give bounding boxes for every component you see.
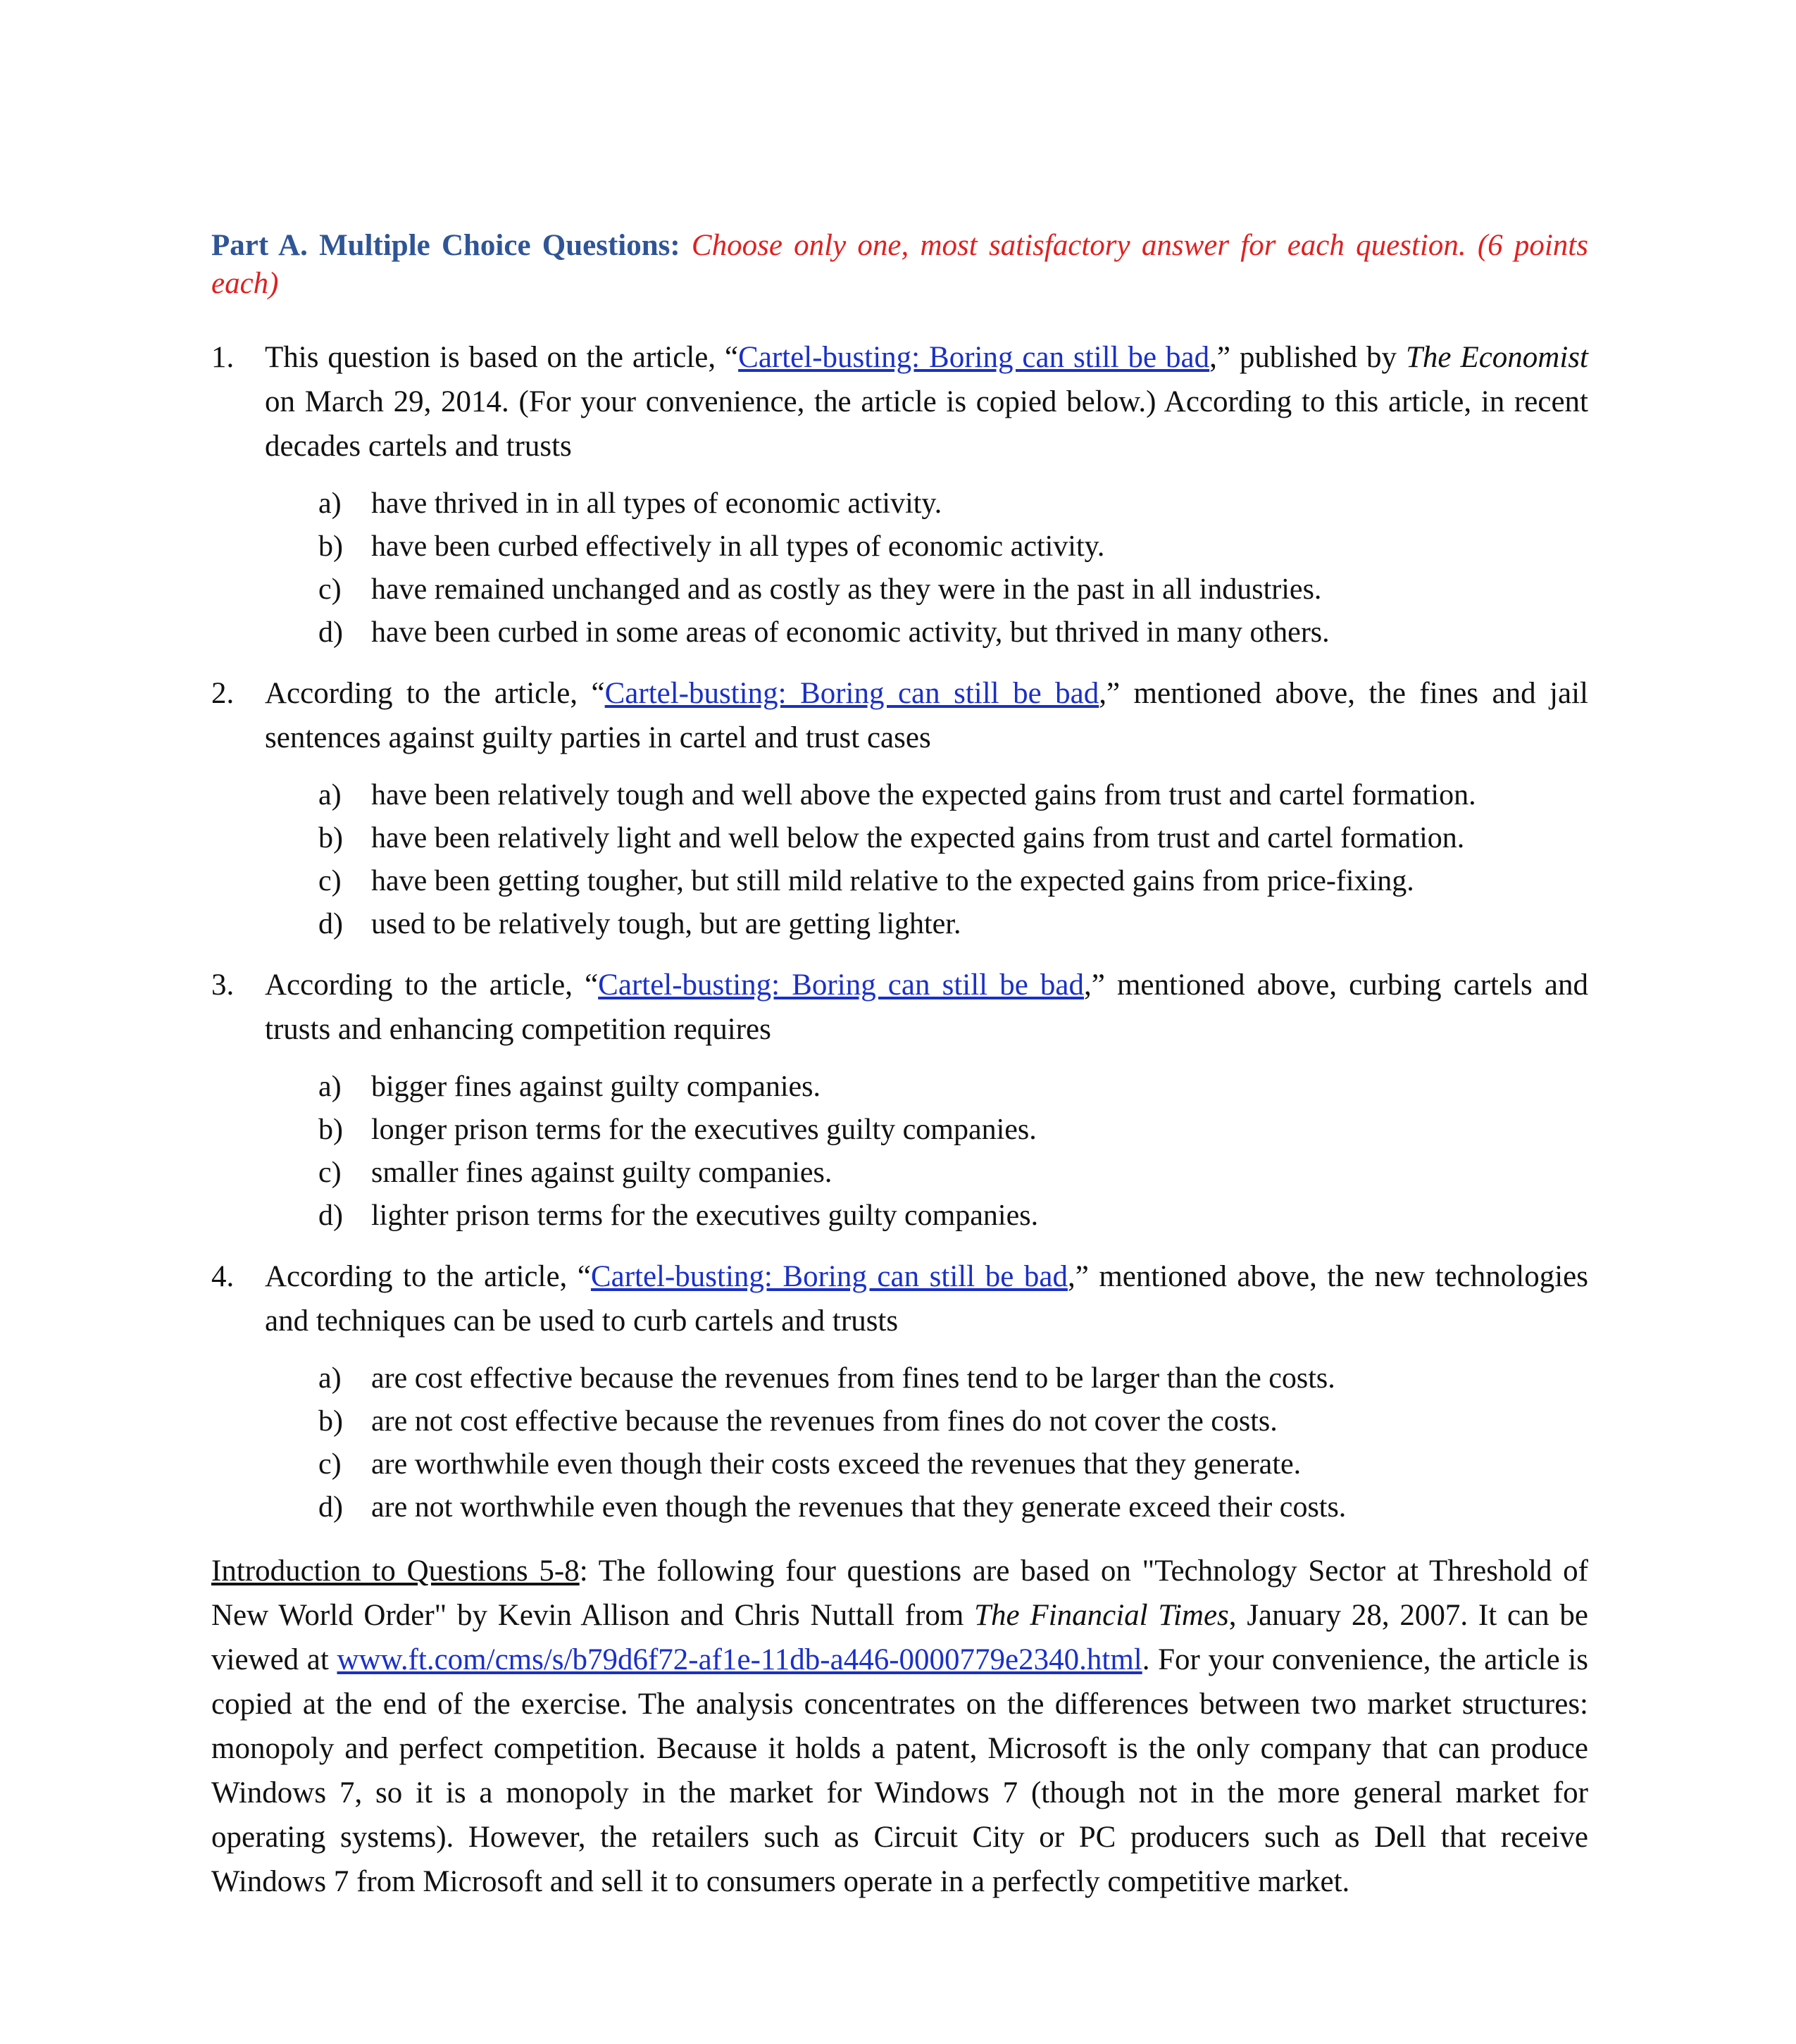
option-letter: a) — [318, 1071, 342, 1103]
option-letter: c) — [318, 1448, 342, 1481]
answer-option-c[interactable] — [318, 568, 1588, 611]
stem-text: According to the article, “ — [265, 1260, 591, 1293]
option-text: have been relatively tough and well above the expected gains from trust and cartel formation. — [371, 779, 1476, 811]
article-link[interactable]: Cartel-busting: Boring can still be bad — [604, 677, 1099, 710]
option-letter: b) — [318, 1405, 343, 1438]
answer-options — [265, 482, 1588, 654]
question-stem — [265, 1254, 1588, 1343]
article-url-link[interactable]: www.ft.com/cms/s/b79d6f72-af1e-11db-a446-0000779e2340.html — [337, 1643, 1142, 1676]
option-letter: b) — [318, 822, 343, 854]
option-text: have thrived in in all types of economic activity. — [371, 487, 942, 520]
option-letter: c) — [318, 573, 342, 606]
answer-options — [265, 1357, 1588, 1529]
question-number: 1. — [211, 341, 235, 374]
answer-option-a[interactable] — [318, 774, 1588, 817]
question-3 — [211, 963, 1588, 1238]
option-text: are not worthwhile even though the revenues that they generate exceed their costs. — [371, 1491, 1347, 1523]
intro-label: Introduction to Questions 5-8 — [211, 1554, 580, 1588]
answer-option-c[interactable] — [318, 1152, 1588, 1195]
option-letter: d) — [318, 1491, 343, 1523]
intro-paragraph — [211, 1549, 1588, 1904]
stem-text: ,” mentioned above, the new technologies and techniques can be used to curb cartels and trusts — [265, 1260, 1588, 1338]
answer-option-a[interactable] — [318, 1357, 1588, 1400]
answer-option-b[interactable] — [318, 1109, 1588, 1152]
option-text: lighter prison terms for the executives guilty companies. — [371, 1199, 1039, 1232]
part-label: Part A. Multiple Choice Questions: — [211, 229, 680, 262]
option-letter: a) — [318, 487, 342, 520]
option-letter: b) — [318, 1114, 343, 1146]
publication-name: The Economist — [1406, 341, 1588, 374]
stem-text: According to the article, “ — [265, 677, 605, 710]
question-4 — [211, 1254, 1588, 1529]
option-text: smaller fines against guilty companies. — [371, 1157, 832, 1189]
option-letter: b) — [318, 530, 343, 563]
stem-text: According to the article, “ — [265, 968, 599, 1002]
answer-options — [265, 774, 1588, 946]
answer-option-a[interactable] — [318, 1066, 1588, 1109]
option-letter: d) — [318, 908, 343, 940]
stem-text: ,” published by — [1209, 341, 1407, 374]
instruction-text: Choose only one, most satisfactory answer for each question. (6 points each) — [211, 229, 1588, 300]
answer-option-c[interactable] — [318, 860, 1588, 903]
question-stem — [265, 963, 1588, 1052]
option-letter: c) — [318, 865, 342, 897]
option-letter: c) — [318, 1157, 342, 1189]
answer-option-b[interactable] — [318, 817, 1588, 860]
stem-text: This question is based on the article, “ — [265, 341, 739, 374]
option-text: are cost effective because the revenues from fines tend to be larger than the costs. — [371, 1362, 1335, 1395]
option-text: have been curbed effectively in all types of economic activity. — [371, 530, 1105, 563]
option-text: are not cost effective because the revenues from fines do not cover the costs. — [371, 1405, 1278, 1438]
option-text: have been getting tougher, but still mild relative to the expected gains from price-fixing. — [371, 865, 1414, 897]
option-text: have been curbed in some areas of economic activity, but thrived in many others. — [371, 616, 1330, 649]
option-text: are worthwhile even though their costs exceed the revenues that they generate. — [371, 1448, 1302, 1481]
answer-option-b[interactable] — [318, 525, 1588, 568]
question-stem — [265, 671, 1588, 760]
document-page — [211, 227, 1588, 1934]
option-letter: a) — [318, 1362, 342, 1395]
intro-text: . For your convenience, the article is copied at the end of the exercise. The analysis concentrates on the differences between two market structures: monopoly and perfect competition. Because it holds a patent, Microsoft is the only company that can produce Windows 7, so it is a monopoly in the market for Windows 7 (though not in the more general market for operating systems). However, the retailers such as Circuit City or PC producers such as Dell that receive Windows 7 from Microsoft and sell it to consumers operate in a perfectly competitive market. — [211, 1643, 1589, 1898]
intro-text: : The following four questions are based on "Technology Sector at Threshold of New World Order" by Kevin Allison and Chris Nuttall from — [211, 1554, 1588, 1632]
option-letter: d) — [318, 1199, 343, 1232]
stem-text: on March 29, 2014. (For your convenience, the article is copied below.) According to this article, in recent decades cartels and trusts — [265, 385, 1588, 463]
option-text: used to be relatively tough, but are getting lighter. — [371, 908, 961, 940]
question-number: 4. — [211, 1260, 235, 1293]
answer-options — [265, 1066, 1588, 1238]
question-stem — [265, 335, 1588, 468]
question-number: 2. — [211, 677, 235, 710]
answer-option-d[interactable] — [318, 1486, 1588, 1529]
answer-option-d[interactable] — [318, 1195, 1588, 1238]
stem-text: ,” mentioned above, the fines and jail sentences against guilty parties in cartel and trust cases — [265, 677, 1588, 754]
option-letter: d) — [318, 616, 343, 649]
answer-option-c[interactable] — [318, 1443, 1588, 1486]
stem-text: ,” mentioned above, curbing cartels and trusts and enhancing competition requires — [265, 968, 1588, 1046]
answer-option-d[interactable] — [318, 903, 1588, 946]
question-number: 3. — [211, 968, 235, 1002]
article-link[interactable]: Cartel-busting: Boring can still be bad — [590, 1260, 1068, 1293]
answer-option-a[interactable] — [318, 482, 1588, 525]
option-text: have been relatively light and well below the expected gains from trust and cartel formation. — [371, 822, 1465, 854]
article-link[interactable]: Cartel-busting: Boring can still be bad — [598, 968, 1084, 1002]
publication-name: The Financial Times — [974, 1599, 1229, 1632]
article-link[interactable]: Cartel-busting: Boring can still be bad — [738, 341, 1210, 374]
question-2 — [211, 671, 1588, 946]
answer-option-d[interactable] — [318, 611, 1588, 654]
option-text: bigger fines against guilty companies. — [371, 1071, 821, 1103]
question-1 — [211, 335, 1588, 654]
option-letter: a) — [318, 779, 342, 811]
intro-text: , January 28, 2007. It can be viewed at — [211, 1599, 1588, 1676]
option-text: longer prison terms for the executives guilty companies. — [371, 1114, 1037, 1146]
part-a-heading — [211, 227, 1588, 303]
answer-option-b[interactable] — [318, 1400, 1588, 1443]
option-text: have remained unchanged and as costly as they were in the past in all industries. — [371, 573, 1322, 606]
